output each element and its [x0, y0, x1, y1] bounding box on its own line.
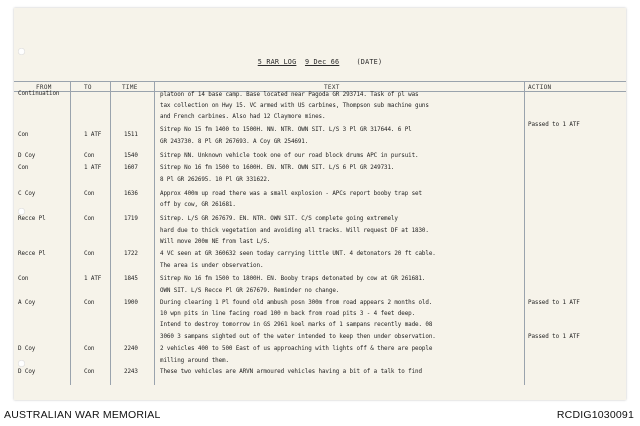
log-text-line: During clearing 1 Pl found old ambush posn 300m from road appears 2 months old.: [160, 300, 433, 306]
entry-to: Con: [84, 300, 95, 306]
entry-from: Con: [18, 132, 29, 138]
continuation-label: Continuation: [18, 91, 60, 97]
log-text-line: Will move 200m NE from last L/S.: [160, 239, 271, 245]
entry-time: 2243: [124, 369, 138, 375]
col-from: FROM: [36, 84, 52, 91]
entry-time: 1900: [124, 300, 138, 306]
entry-to: Con: [84, 369, 95, 375]
log-text-line: The area is under observation.: [160, 263, 264, 269]
entry-to: Con: [84, 153, 95, 159]
column-divider: [524, 81, 525, 385]
entry-from: D Coy: [18, 346, 36, 352]
log-text-line: 3060 3 sampans sighted out of the water intended to keep then under observation.: [160, 334, 436, 340]
entry-time: 1511: [124, 132, 138, 138]
log-text-line: OWN SIT. L/S Recce Pl GR 267679. Reminder no change.: [160, 288, 340, 294]
log-text-line: tax collection on Hwy 15. VC armed with US carbines, Thompson sub machine guns: [160, 103, 429, 109]
log-text-line: Approx 400m up road there was a small explosion - APCs report booby trap set: [160, 191, 422, 197]
entry-from: D Coy: [18, 153, 36, 159]
entry-time: 1845: [124, 276, 138, 282]
punch-hole: [18, 360, 25, 367]
entry-time: 1636: [124, 191, 138, 197]
entry-time: 1540: [124, 153, 138, 159]
entry-to: Con: [84, 346, 95, 352]
entry-to: 1 ATF: [84, 276, 102, 282]
col-time: TIME: [122, 84, 138, 91]
col-action: ACTION: [528, 84, 552, 91]
entry-from: D Coy: [18, 369, 36, 375]
col-text: TEXT: [324, 84, 340, 91]
entry-to: 1 ATF: [84, 132, 102, 138]
column-divider: [70, 81, 71, 385]
log-text-line: 10 wpn pits in line facing road 100 m back from road pits 3 - 4 feet deep.: [160, 311, 416, 317]
log-date: 9 Dec 66: [304, 58, 340, 66]
log-date-label: (DATE): [356, 58, 383, 66]
log-text-line: milling around them.: [160, 358, 229, 364]
column-divider: [154, 81, 155, 385]
log-text-line: These two vehicles are ARVN armoured vehicles having a bit of a talk to find: [160, 369, 422, 375]
entry-to: Con: [84, 216, 95, 222]
log-text-line: 8 Pl GR 262695. 10 Pl GR 331622.: [160, 177, 271, 183]
entry-from: Recce Pl: [18, 251, 46, 257]
entry-to: 1 ATF: [84, 165, 102, 171]
log-text-line: off by cow, GR 261681.: [160, 202, 236, 208]
entry-time: 2240: [124, 346, 138, 352]
col-to: TO: [84, 84, 92, 91]
log-text-line: Intend to destroy tomorrow in GS 2961 koel marks of 1 sampans recently made. 08: [160, 322, 433, 328]
entry-time: 1607: [124, 165, 138, 171]
footer-credit: AUSTRALIAN WAR MEMORIAL: [4, 409, 161, 421]
log-text-line: 4 VC seen at GR 360632 seen today carrying little UNT. 4 detonators 20 ft cable.: [160, 251, 436, 257]
column-divider: [110, 81, 111, 385]
punch-hole: [18, 208, 25, 215]
entry-from: Con: [18, 165, 29, 171]
log-text-line: hard due to thick vegetation and avoiding all tracks. Will request DF at 1830.: [160, 228, 429, 234]
entry-from: A Coy: [18, 300, 36, 306]
table-top-rule: [14, 81, 626, 82]
log-text-line: Sitrep. L/S GR 267679. EN. NTR. OWN SIT. C/S complete going extremely: [160, 216, 398, 222]
entry-from: Recce Pl: [18, 216, 46, 222]
log-text-line: Sitrep NN. Unknown vehicle took one of our road block drums APC in pursuit.: [160, 153, 419, 159]
log-text-line: Sitrep No 15 fm 1400 to 1500H. NN. NTR. OWN SIT. L/S 3 Pl GR 317644. 6 Pl: [160, 127, 412, 133]
log-sheet: [14, 8, 626, 400]
entry-from: C Coy: [18, 191, 36, 197]
log-header: [14, 58, 626, 66]
footer-id: RCDIG1030091: [556, 409, 634, 421]
log-unit: 5 RAR LOG: [257, 58, 297, 66]
entry-action: Passed to 1 ATF: [528, 300, 580, 306]
log-text-line: GR 243730. 8 Pl GR 267693. A Coy GR 254691.: [160, 139, 309, 145]
log-text-line: Sitrep No 16 fm 1500 to 1800H. EN. Booby traps detonated by cow at GR 261681.: [160, 276, 426, 282]
entry-action: Passed to 1 ATF: [528, 122, 580, 128]
entry-action: Passed to 1 ATF: [528, 334, 580, 340]
log-text-line: and French carbines. Also had 12 Claymore mines.: [160, 114, 326, 120]
entry-to: Con: [84, 251, 95, 257]
log-text-line: 2 vehicles 400 to 500 East of us approaching with lights off & there are people: [160, 346, 433, 352]
punch-hole: [18, 48, 25, 55]
entry-time: 1722: [124, 251, 138, 257]
log-text-line: Sitrep No 16 fm 1500 to 1600H. EN. NTR. OWN SIT. L/S 6 Pl GR 249731.: [160, 165, 395, 171]
entry-from: Con: [18, 276, 29, 282]
log-text-line: platoon of 14 base camp. Base located near Pagoda GR 293714. Task of pl was: [160, 92, 419, 98]
entry-time: 1719: [124, 216, 138, 222]
entry-to: Con: [84, 191, 95, 197]
